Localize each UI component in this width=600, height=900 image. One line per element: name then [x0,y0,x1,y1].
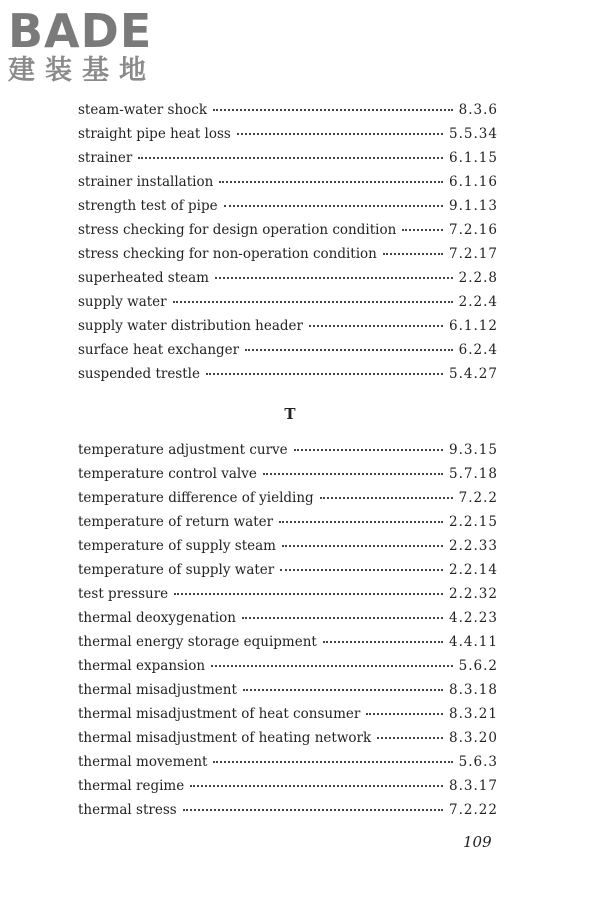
dot-leader [224,204,443,207]
dot-leader [174,592,443,595]
index-reference: 7.2.22 [449,802,498,818]
index-term: straight pipe heat loss [78,126,231,142]
index-entry [78,778,498,802]
index-term: steam-water shock [78,102,208,118]
index-reference: 6.1.12 [449,318,498,334]
dot-leader [215,276,453,279]
dot-leader [213,108,453,111]
index-entry [78,682,498,706]
index-term: thermal energy storage equipment [78,634,317,650]
index-reference: 2.2.4 [458,294,498,310]
index-reference: 5.4.27 [449,366,498,382]
index-entry [78,754,498,778]
dot-leader [282,544,443,547]
index-entry [78,634,498,658]
index-reference: 8.3.17 [449,778,498,794]
index-entry [78,174,498,198]
index-reference: 2.2.32 [449,586,498,602]
index-term: surface heat exchanger [78,342,240,358]
index-reference: 2.2.33 [449,538,498,554]
index-entry [78,562,498,586]
dot-leader [294,448,443,451]
dot-leader [219,180,443,183]
dot-leader [309,324,443,327]
index-reference: 5.6.3 [458,754,498,770]
section-heading-t: T [284,405,296,423]
dot-leader [320,496,453,499]
index-entry [78,610,498,634]
index-term: supply water distribution header [78,318,303,334]
index-entry [78,294,498,318]
dot-leader [402,228,443,231]
index-reference: 8.3.18 [449,682,498,698]
index-term: suspended trestle [78,366,200,382]
index-entry [78,730,498,754]
dot-leader [383,252,443,255]
dot-leader [173,300,453,303]
index-section-s [78,102,498,390]
index-term: strainer [78,150,133,166]
index-entry [78,442,498,466]
index-reference: 6.1.15 [449,150,498,166]
dot-leader [366,712,443,715]
index-entry [78,802,498,826]
index-entry [78,586,498,610]
index-reference: 5.6.2 [458,658,498,674]
dot-leader [279,520,443,523]
dot-leader [242,616,443,619]
index-entry [78,246,498,270]
index-entry [78,366,498,390]
index-reference: 4.2.23 [449,610,498,626]
dot-leader [237,132,443,135]
index-term: temperature of supply steam [78,538,276,554]
index-term: temperature control valve [78,466,257,482]
index-entry [78,538,498,562]
index-entry [78,490,498,514]
bade-logo [8,4,156,86]
dot-leader [263,472,443,475]
index-reference: 4.4.11 [449,634,498,650]
index-reference: 9.3.15 [449,442,498,458]
index-entry [78,270,498,294]
index-term: test pressure [78,586,169,602]
index-entry [78,222,498,246]
dot-leader [245,348,453,351]
index-term: thermal regime [78,778,185,794]
index-term: temperature difference of yielding [78,490,314,506]
index-reference: 2.2.8 [458,270,498,286]
index-term: thermal movement [78,754,208,770]
dot-leader [280,568,443,571]
index-term: thermal deoxygenation [78,610,236,626]
index-term: thermal misadjustment of heating network [78,730,372,746]
dot-leader [377,736,443,739]
index-term: stress checking for non-operation condition [78,246,377,262]
index-term: strainer installation [78,174,214,190]
index-entry [78,658,498,682]
index-entry [78,198,498,222]
index-reference: 2.2.15 [449,514,498,530]
index-reference: 8.3.6 [458,102,498,118]
index-term: thermal misadjustment of heat consumer [78,706,361,722]
index-entry [78,342,498,366]
index-reference: 7.2.2 [458,490,498,506]
index-term: thermal stress [78,802,177,818]
dot-leader [138,156,443,159]
index-entry [78,514,498,538]
index-entry [78,126,498,150]
index-reference: 7.2.16 [449,222,498,238]
index-term: stress checking for design operation condition [78,222,397,238]
logo-wordmark: BADE [8,4,153,58]
dot-leader [211,664,453,667]
page-number: 109 [463,833,492,851]
index-entry [78,706,498,730]
index-entry [78,102,498,126]
index-section-t [78,442,498,826]
index-reference: 7.2.17 [449,246,498,262]
index-reference: 9.1.13 [449,198,498,214]
index-term: supply water [78,294,167,310]
index-reference: 6.1.16 [449,174,498,190]
logo-subtitle: 建装基地 [8,55,156,86]
index-term: thermal misadjustment [78,682,237,698]
dot-leader [206,372,443,375]
index-reference: 8.3.20 [449,730,498,746]
index-term: temperature of return water [78,514,274,530]
index-entry [78,150,498,174]
index-term: thermal expansion [78,658,206,674]
index-entry [78,466,498,490]
dot-leader [323,640,443,643]
index-entry [78,318,498,342]
index-reference: 2.2.14 [449,562,498,578]
index-term: superheated steam [78,270,209,286]
index-term: temperature of supply water [78,562,275,578]
dot-leader [190,784,443,787]
dot-leader [183,808,443,811]
dot-leader [213,760,452,763]
index-term: temperature adjustment curve [78,442,288,458]
index-reference: 5.5.34 [449,126,498,142]
index-reference: 6.2.4 [458,342,498,358]
index-term: strength test of pipe [78,198,218,214]
index-reference: 8.3.21 [449,706,498,722]
dot-leader [243,688,443,691]
index-reference: 5.7.18 [449,466,498,482]
